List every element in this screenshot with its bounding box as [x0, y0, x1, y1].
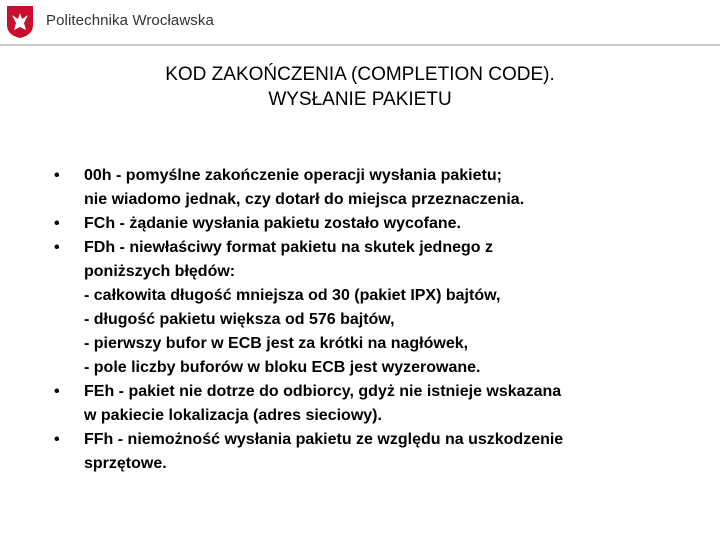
list-item: [54, 236, 694, 380]
list-item-line: FDh - niewłaściwy format pakietu na skutek jednego z: [84, 239, 493, 256]
slide-title-line-1: KOD ZAKOŃCZENIA (COMPLETION CODE).: [165, 64, 555, 85]
list-item-line: sprzętowe.: [84, 455, 167, 472]
list-item: [54, 428, 694, 476]
list-item-line: poniższych błędów:: [84, 263, 236, 280]
bullet-icon: •: [54, 239, 60, 256]
list-item-line: - pole liczby buforów w bloku ECB jest wyzerowane.: [84, 359, 481, 376]
list-item-line: nie wiadomo jednak, czy dotarł do miejsca przeznaczenia.: [84, 191, 525, 208]
list-item: [54, 212, 694, 236]
brand-name: Politechnika Wrocławska: [46, 12, 214, 29]
slide-title-line-2: WYSŁANIE PAKIETU: [268, 89, 452, 110]
list-item: [54, 164, 694, 212]
bullet-list: [54, 164, 694, 476]
list-item-line: - długość pakietu większa od 576 bajtów,: [84, 311, 395, 328]
list-item-line: FCh - żądanie wysłania pakietu zostało wycofane.: [84, 215, 461, 232]
bullet-icon: •: [54, 383, 60, 400]
list-item: [54, 380, 694, 428]
bullet-icon: •: [54, 167, 60, 184]
header-divider: [0, 44, 720, 46]
list-item-line: FFh - niemożność wysłania pakietu ze względu na uszkodzenie: [84, 431, 564, 448]
list-item-line: - pierwszy bufor w ECB jest za krótki na nagłówek,: [84, 335, 469, 352]
bullet-icon: •: [54, 215, 60, 232]
eagle-shield-logo-icon: [6, 5, 34, 39]
header-bar: [0, 0, 720, 44]
list-item-line: w pakiecie lokalizacja (adres sieciowy).: [84, 407, 382, 424]
bullet-icon: •: [54, 431, 60, 448]
slide-title: [60, 62, 660, 112]
list-item-line: 00h - pomyślne zakończenie operacji wysłania pakietu;: [84, 167, 502, 184]
list-item-line: FEh - pakiet nie dotrze do odbiorcy, gdyż nie istnieje wskazana: [84, 383, 562, 400]
list-item-line: - całkowita długość mniejsza od 30 (pakiet IPX) bajtów,: [84, 287, 501, 304]
